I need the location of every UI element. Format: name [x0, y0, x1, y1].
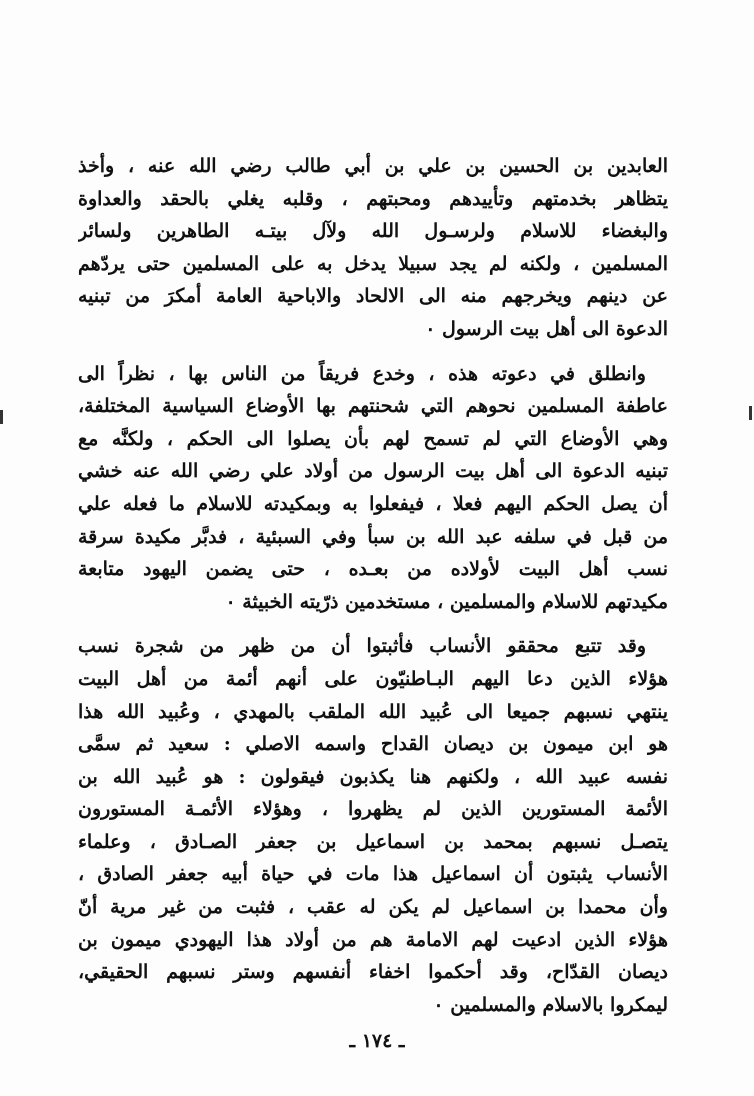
paragraph-gap: [78, 618, 668, 630]
text-line: ليمكروا بالاسلام والمسلمين ٠: [433, 993, 668, 1016]
text-line: العابدين بن الحسين بن علي بن أبي طالب رضي الله عنه ، وأخذ: [78, 155, 668, 177]
text-line: يتصـل نسبهم بمحمد بن اسماعيل بن جعفر الصـادق ، وعلماء: [78, 830, 668, 853]
text-line: هؤلاء الذين دعا اليهم البـاطنيّون على أنهم أئمة من أهل البيت: [78, 667, 668, 690]
text-line: وهي الأوضاع التي لم تسمح لهم بأن يصلوا الى الحكم ، ولكنَّه مع: [78, 427, 668, 450]
text-line: الدعوة الى أهل بيت الرسول ٠: [425, 317, 668, 340]
paragraph-2: [78, 358, 668, 619]
text-line: ديصان القدّاح، وقد أحكموا اخفاء أنفسهم وستر نسبهم الحقيقي،: [78, 961, 668, 984]
text-line: وانطلق في دعوته هذه ، وخدع فريقاً من الناس بها ، نظراً الى: [78, 362, 646, 385]
text-line: الأئمة المستورين الذين لم يظهروا ، وهؤلاء الأئمـة المستورون: [78, 798, 668, 821]
text-line: الأنساب يثبتون أن اسماعيل هذا مات في حياة أبيه جعفر الصادق ،: [78, 863, 668, 886]
paragraph-3: [78, 630, 668, 1021]
text-line: هؤلاء الذين ادعيت لهم الامامة هم من أولاد هذا اليهودي ميمون بن: [78, 928, 668, 951]
text-line: عاطفة المسلمين نحوهم التي شحنتهم بها الأوضاع السياسية المختلفة،: [78, 395, 668, 418]
page-number: ـ ١٧٤ ـ: [349, 1030, 405, 1052]
text-line: هو ابن ميمون بن ديصان القداح واسمه الاصلي : سعيد ثم سمَّى: [78, 733, 668, 756]
text-line: وقد تتبع محققو الأنساب فأثبتوا أن من ظهر من شجرة نسب: [78, 635, 646, 658]
text-line: والبغضاء للاسلام ولرسـول الله ولآل بيتـه الطاهرين ولسائر: [78, 220, 668, 243]
scan-edge-mark: [0, 410, 3, 424]
paragraph-gap: [78, 346, 668, 358]
text-line: نفسه عبيد الله ، ولكنهم هنا يكذبون فيقولون : هو عُبيد الله بن: [78, 765, 668, 788]
paragraph-1: [78, 150, 668, 346]
text-line: ينتهي نسبهم جميعا الى عُبيد الله الملقب بالمهدي ، وعُبيد الله هذا: [78, 700, 668, 723]
text-line: نسب أهل البيت لأولاده من بعـده ، حتى يضمن اليهود متابعة: [78, 558, 668, 581]
text-line: مكيدتهم للاسلام والمسلمين ، مستخدمين ذرّيته الخبيثة ٠: [225, 590, 668, 613]
body-text: [78, 150, 668, 1021]
scan-edge-mark: [749, 406, 752, 420]
text-line: من قبل في سلفه عبد الله بن سبأ وفي السبئية ، فدبَّر مكيدة سرقة: [78, 525, 668, 548]
text-line: يتظاهر بخدمتهم وتأييدهم ومحبتهم ، وقلبه يغلي بالحقد والعداوة: [78, 187, 668, 210]
text-line: عن دينهم ويخرجهم منه الى الالحاد والاباحية العامة أمكرَ من تبنيه: [78, 285, 668, 308]
text-line: وأن محمدا بن اسماعيل لم يكن له عقب ، فثبت من غير مرية أنّ: [78, 896, 668, 919]
text-line: المسلمين ، ولكنه لم يجد سبيلا يدخل به على المسلمين حتى يردّهم: [78, 252, 668, 275]
text-line: أن يصل الحكم اليهم فعلا ، فيفعلوا به وبمكيدته للاسلام ما فعله علي: [78, 492, 668, 515]
text-line: تبنيه الدعوة الى أهل بيت الرسول من أولاد علي رضي الله عنه خشي: [78, 460, 668, 483]
